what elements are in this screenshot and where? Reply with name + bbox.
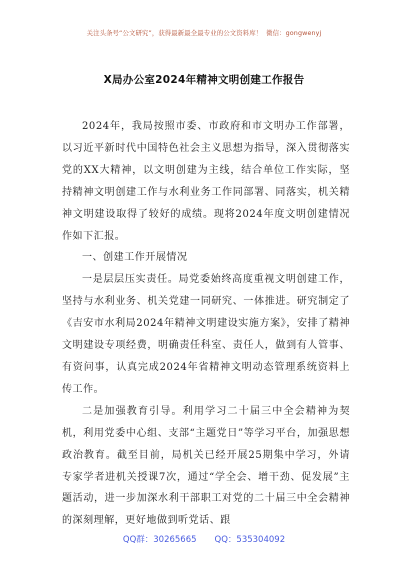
header-notice: 关注头条号“公文研究”，获得最新最全最专业的公文资料库！ <box>86 29 263 37</box>
footer-contact <box>0 533 408 545</box>
document-title: X局办公室2024年精神文明创建工作报告 <box>103 74 305 86</box>
body-paragraph: 一是层层压实责任。局党委始终高度重视文明创建工作，坚持与水利业务、机关党建一同研究、一体推进。研究制定了《吉安市水利局2024年精神文明建设实施方案》，安排了精神文明建设专项经费，明确责任科室、责任人，做到有人管事、有资问事，认真完成2024年省精神文明动态管理系统资料上传工作。 <box>62 274 350 395</box>
intro-paragraph: 2024年，我局按照市委、市政府和市文明办工作部署，以习近平新时代中国特色社会主义思想为指导，深入贯彻落实党的XX大精神，以文明创建为主线，结合单位工作实际，坚持精神文明创建工作与水利业务工作同部署、同落实，机关精神文明建设取得了较好的成绩。现将2024年度文明创建情况作如下汇报。 <box>62 121 350 242</box>
footer-qq-group: QQ群：30265665 <box>122 535 197 545</box>
footer-qq: QQ：535304092 <box>214 535 286 545</box>
body-paragraph: 二是加强教育引导。利用学习二十届三中全会精神为契机，利用党委中心组、支部“主题党日”等学习平台，加强思想政治教育。截至目前，局机关已经开展25期集中学习，外请专家学者进机关授课7次，通过“学全会、增干劲、促发展”主题活动，进一步加深水利干部职工对党的二十届三中全会精神的深刻理解，更好地做到听党话、跟 <box>62 405 350 527</box>
header-wechat: 微信：gongwenyj <box>266 29 322 37</box>
document-body <box>62 116 350 532</box>
section-heading: 一、创建工作开展情况 <box>82 252 188 264</box>
header-banner <box>0 28 408 37</box>
